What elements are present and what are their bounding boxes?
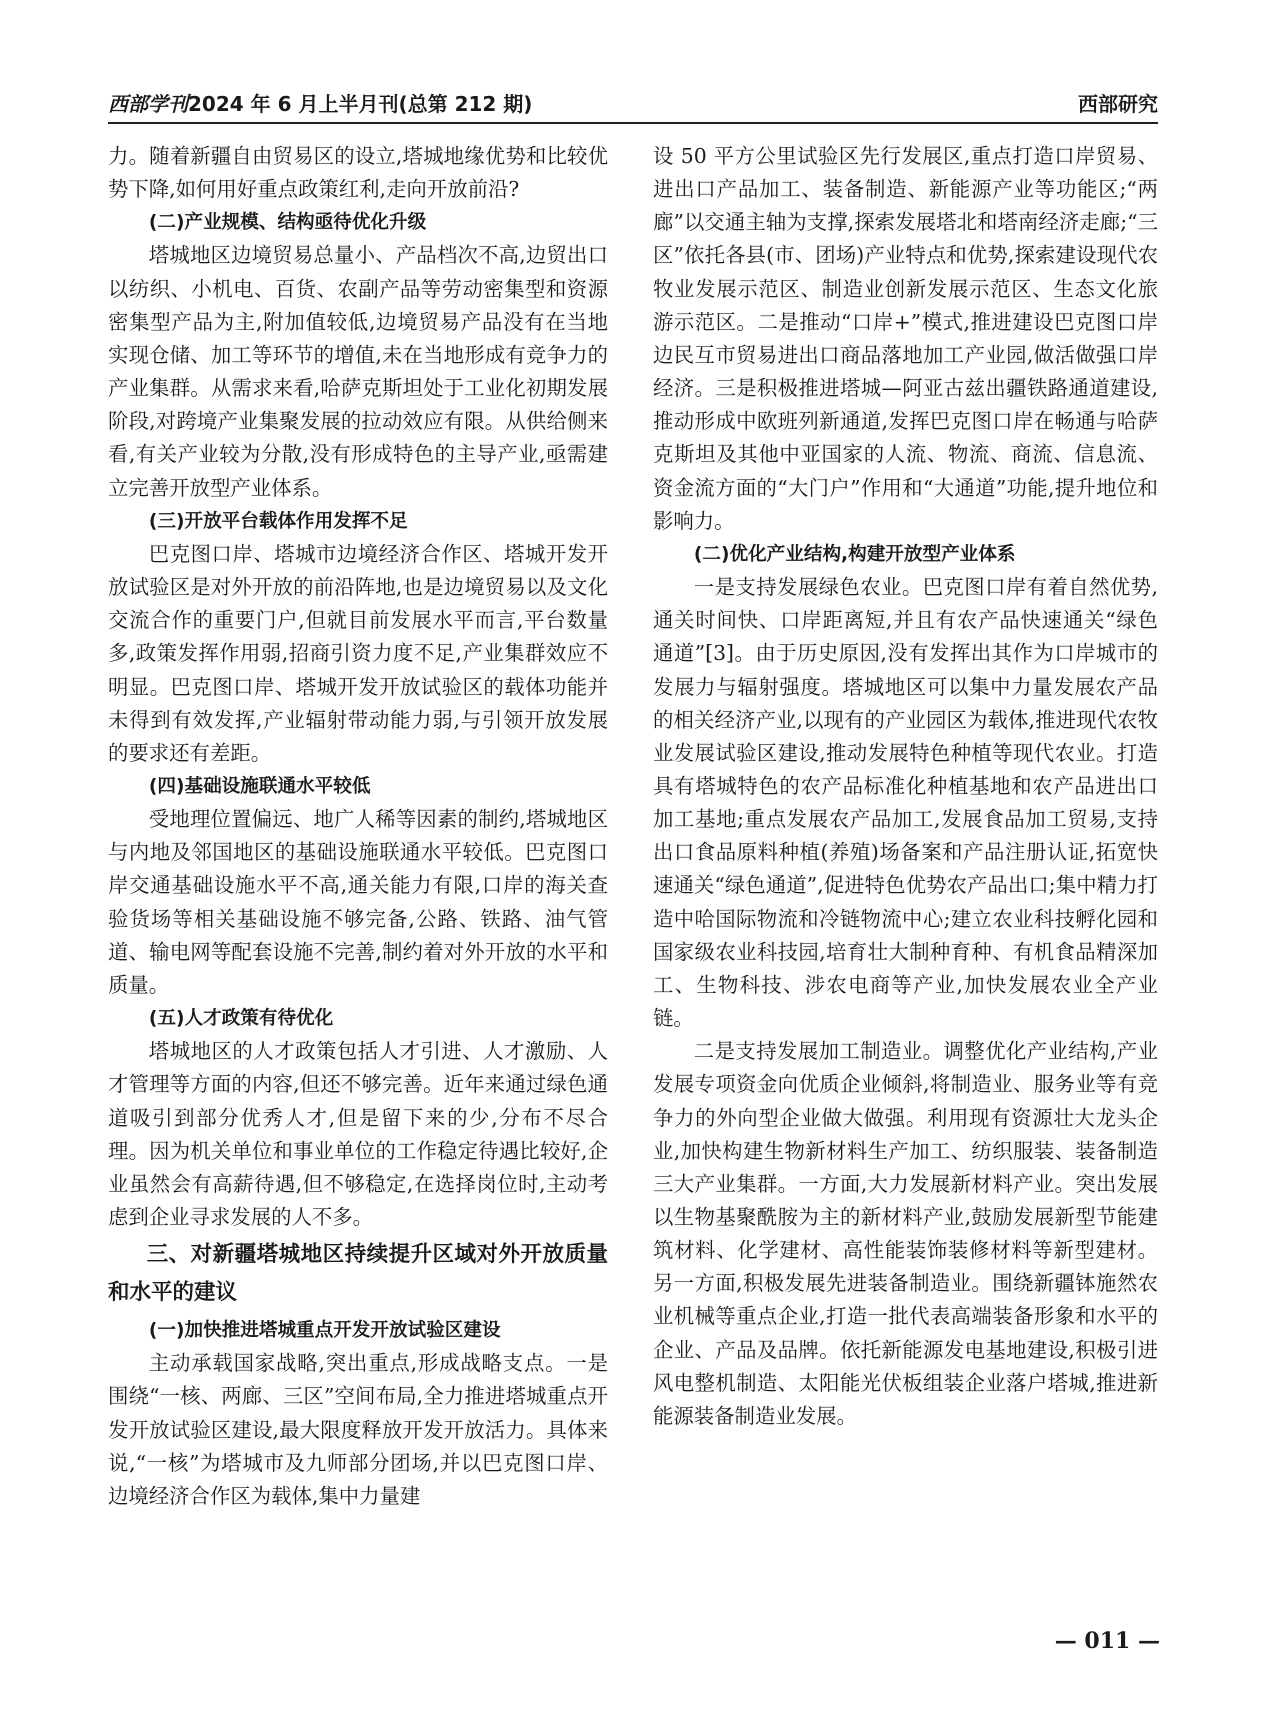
- issue-info: 2024 年 6 月上半月刊(总第 212 期): [188, 92, 533, 116]
- paragraph: 主动承载国家战略,突出重点,形成战略支点。一是围绕“一核、两廊、三区”空间布局,全力推进塔城重点开发开放试验区建设,最大限度释放开发开放活力。具体来说,“一核”为塔城市及九师部分团场,并以巴克图口岸、边境经济合作区为载体,集中力量建: [108, 1351, 608, 1508]
- section-heading: 三、对新疆塔城地区持续提升区域对外开放质量和水平的建议: [108, 1242, 608, 1306]
- running-header: [108, 84, 1158, 124]
- page-number: — 011 —: [1054, 1628, 1160, 1654]
- left-column: [108, 140, 608, 1513]
- subsection-heading: (一)加快推进塔城重点开发开放试验区建设: [148, 1320, 501, 1342]
- paragraph: 一是支持发展绿色农业。巴克图口岸有着自然优势,通关时间快、口岸距离短,并且有农产品快速通关“绿色通道”[3]。由于历史原因,没有发挥出其作为口岸城市的发展力与辐射强度。塔城地区可以集中力量发展农产品的相关经济产业,以现有的产业园区为载体,推进现代农牧业发展试验区建设,推动发展特色种植等现代农业。打造具有塔城特色的农产品标准化种植基地和农产品进出口加工基地;重点发展农产品加工,发展食品加工贸易,支持出口食品原料种植(养殖)场备案和产品注册认证,拓宽快速通关“绿色通道”,促进特色优势农产品出口;集中精力打造中哈国际物流和冷链物流中心;建立农业科技孵化园和国家级农业科技园,培育壮大制种育种、有机食品精深加工、生物科技、涉农电商等产业,加快发展农业全产业链。: [653, 575, 1158, 1031]
- subsection-heading: (四)基础设施联通水平较低: [148, 775, 371, 797]
- subsection-heading: (三)开放平台载体作用发挥不足: [148, 510, 408, 532]
- paragraph: 二是支持发展加工制造业。调整优化产业结构,产业发展专项资金向优质企业倾斜,将制造业、服务业等有竞争力的外向型企业做大做强。利用现有资源壮大龙头企业,加快构建生物新材料生产加工、纺织服装、装备制造三大产业集群。一方面,大力发展新材料产业。突出发展以生物基聚酰胺为主的新材料产业,鼓励发展新型节能建筑材料、化学建材、高性能装饰装修材料等新型建材。另一方面,积极发展先进装备制造业。围绕新疆钵施然农业机械等重点企业,打造一批代表高端装备形象和水平的企业、产品及品牌。依托新能源发电基地建设,积极引进风电整机制造、太阳能光伏板组装企业落户塔城,推进新能源装备制造业发展。: [653, 1039, 1158, 1428]
- journal-logo: 西部学刊: [108, 92, 188, 116]
- journal-header-left: [108, 88, 532, 117]
- right-column: [653, 140, 1158, 1433]
- header-divider: [108, 122, 1158, 124]
- paragraph: 塔城地区的人才政策包括人才引进、人才激励、人才管理等方面的内容,但还不够完善。近年来通过绿色通道吸引到部分优秀人才,但是留下来的少,分布不尽合理。因为机关单位和事业单位的工作稳定待遇比较好,企业虽然会有高薪待遇,但不够稳定,在选择岗位时,主动考虑到企业寻求发展的人不多。: [108, 1039, 608, 1229]
- subsection-heading: (二)优化产业结构,构建开放型产业体系: [693, 543, 1016, 565]
- section-title: 西部研究: [1078, 92, 1158, 116]
- paragraph: 巴克图口岸、塔城市边境经济合作区、塔城开发开放试验区是对外开放的前沿阵地,也是边境贸易以及文化交流合作的重要门户,但就目前发展水平而言,平台数量多,政策发挥作用弱,招商引资力度不足,产业集群效应不明显。巴克图口岸、塔城开发开放试验区的载体功能并未得到有效发挥,产业辐射带动能力弱,与引领开放发展的要求还有差距。: [108, 541, 608, 765]
- paragraph: 受地理位置偏远、地广人稀等因素的制约,塔城地区与内地及邻国地区的基础设施联通水平较低。巴克图口岸交通基础设施水平不高,通关能力有限,口岸的海关查验货场等相关基础设施不够完备,公路、铁路、油气管道、输电网等配套设施不完善,制约着对外开放的水平和质量。: [108, 807, 608, 997]
- subsection-heading: (二)产业规模、结构亟待优化升级: [148, 212, 427, 234]
- paragraph: 塔城地区边境贸易总量小、产品档次不高,边贸出口以纺织、小机电、百货、农副产品等劳动密集型和资源密集型产品为主,附加值较低,边境贸易产品没有在当地实现仓储、加工等环节的增值,未在当地形成有竞争力的产业集群。从需求来看,哈萨克斯坦处于工业化初期发展阶段,对跨境产业集聚发展的拉动效应有限。从供给侧来看,有关产业较为分散,没有形成特色的主导产业,亟需建立完善开放型产业体系。: [108, 243, 608, 500]
- paragraph: 设 50 平方公里试验区先行发展区,重点打造口岸贸易、进出口产品加工、装备制造、新能源产业等功能区;“两廊”以交通主轴为支撑,探索发展塔北和塔南经济走廊;“三区”依托各县(市、团场)产业特点和优势,探索建设现代农牧业发展示范区、制造业创新发展示范区、生态文化旅游示范区。二是推动“口岸+”模式,推进建设巴克图口岸边民互市贸易进出口商品落地加工产业园,做活做强口岸经济。三是积极推进塔城—阿亚古兹出疆铁路通道建设,推动形成中欧班列新通道,发挥巴克图口岸在畅通与哈萨克斯坦及其他中亚国家的人流、物流、商流、信息流、资金流方面的“大门户”作用和“大通道”功能,提升地位和影响力。: [653, 144, 1158, 533]
- paragraph: 力。随着新疆自由贸易区的设立,塔城地缘优势和比较优势下降,如何用好重点政策红利,走向开放前沿?: [108, 144, 608, 202]
- subsection-heading: (五)人才政策有待优化: [148, 1008, 334, 1030]
